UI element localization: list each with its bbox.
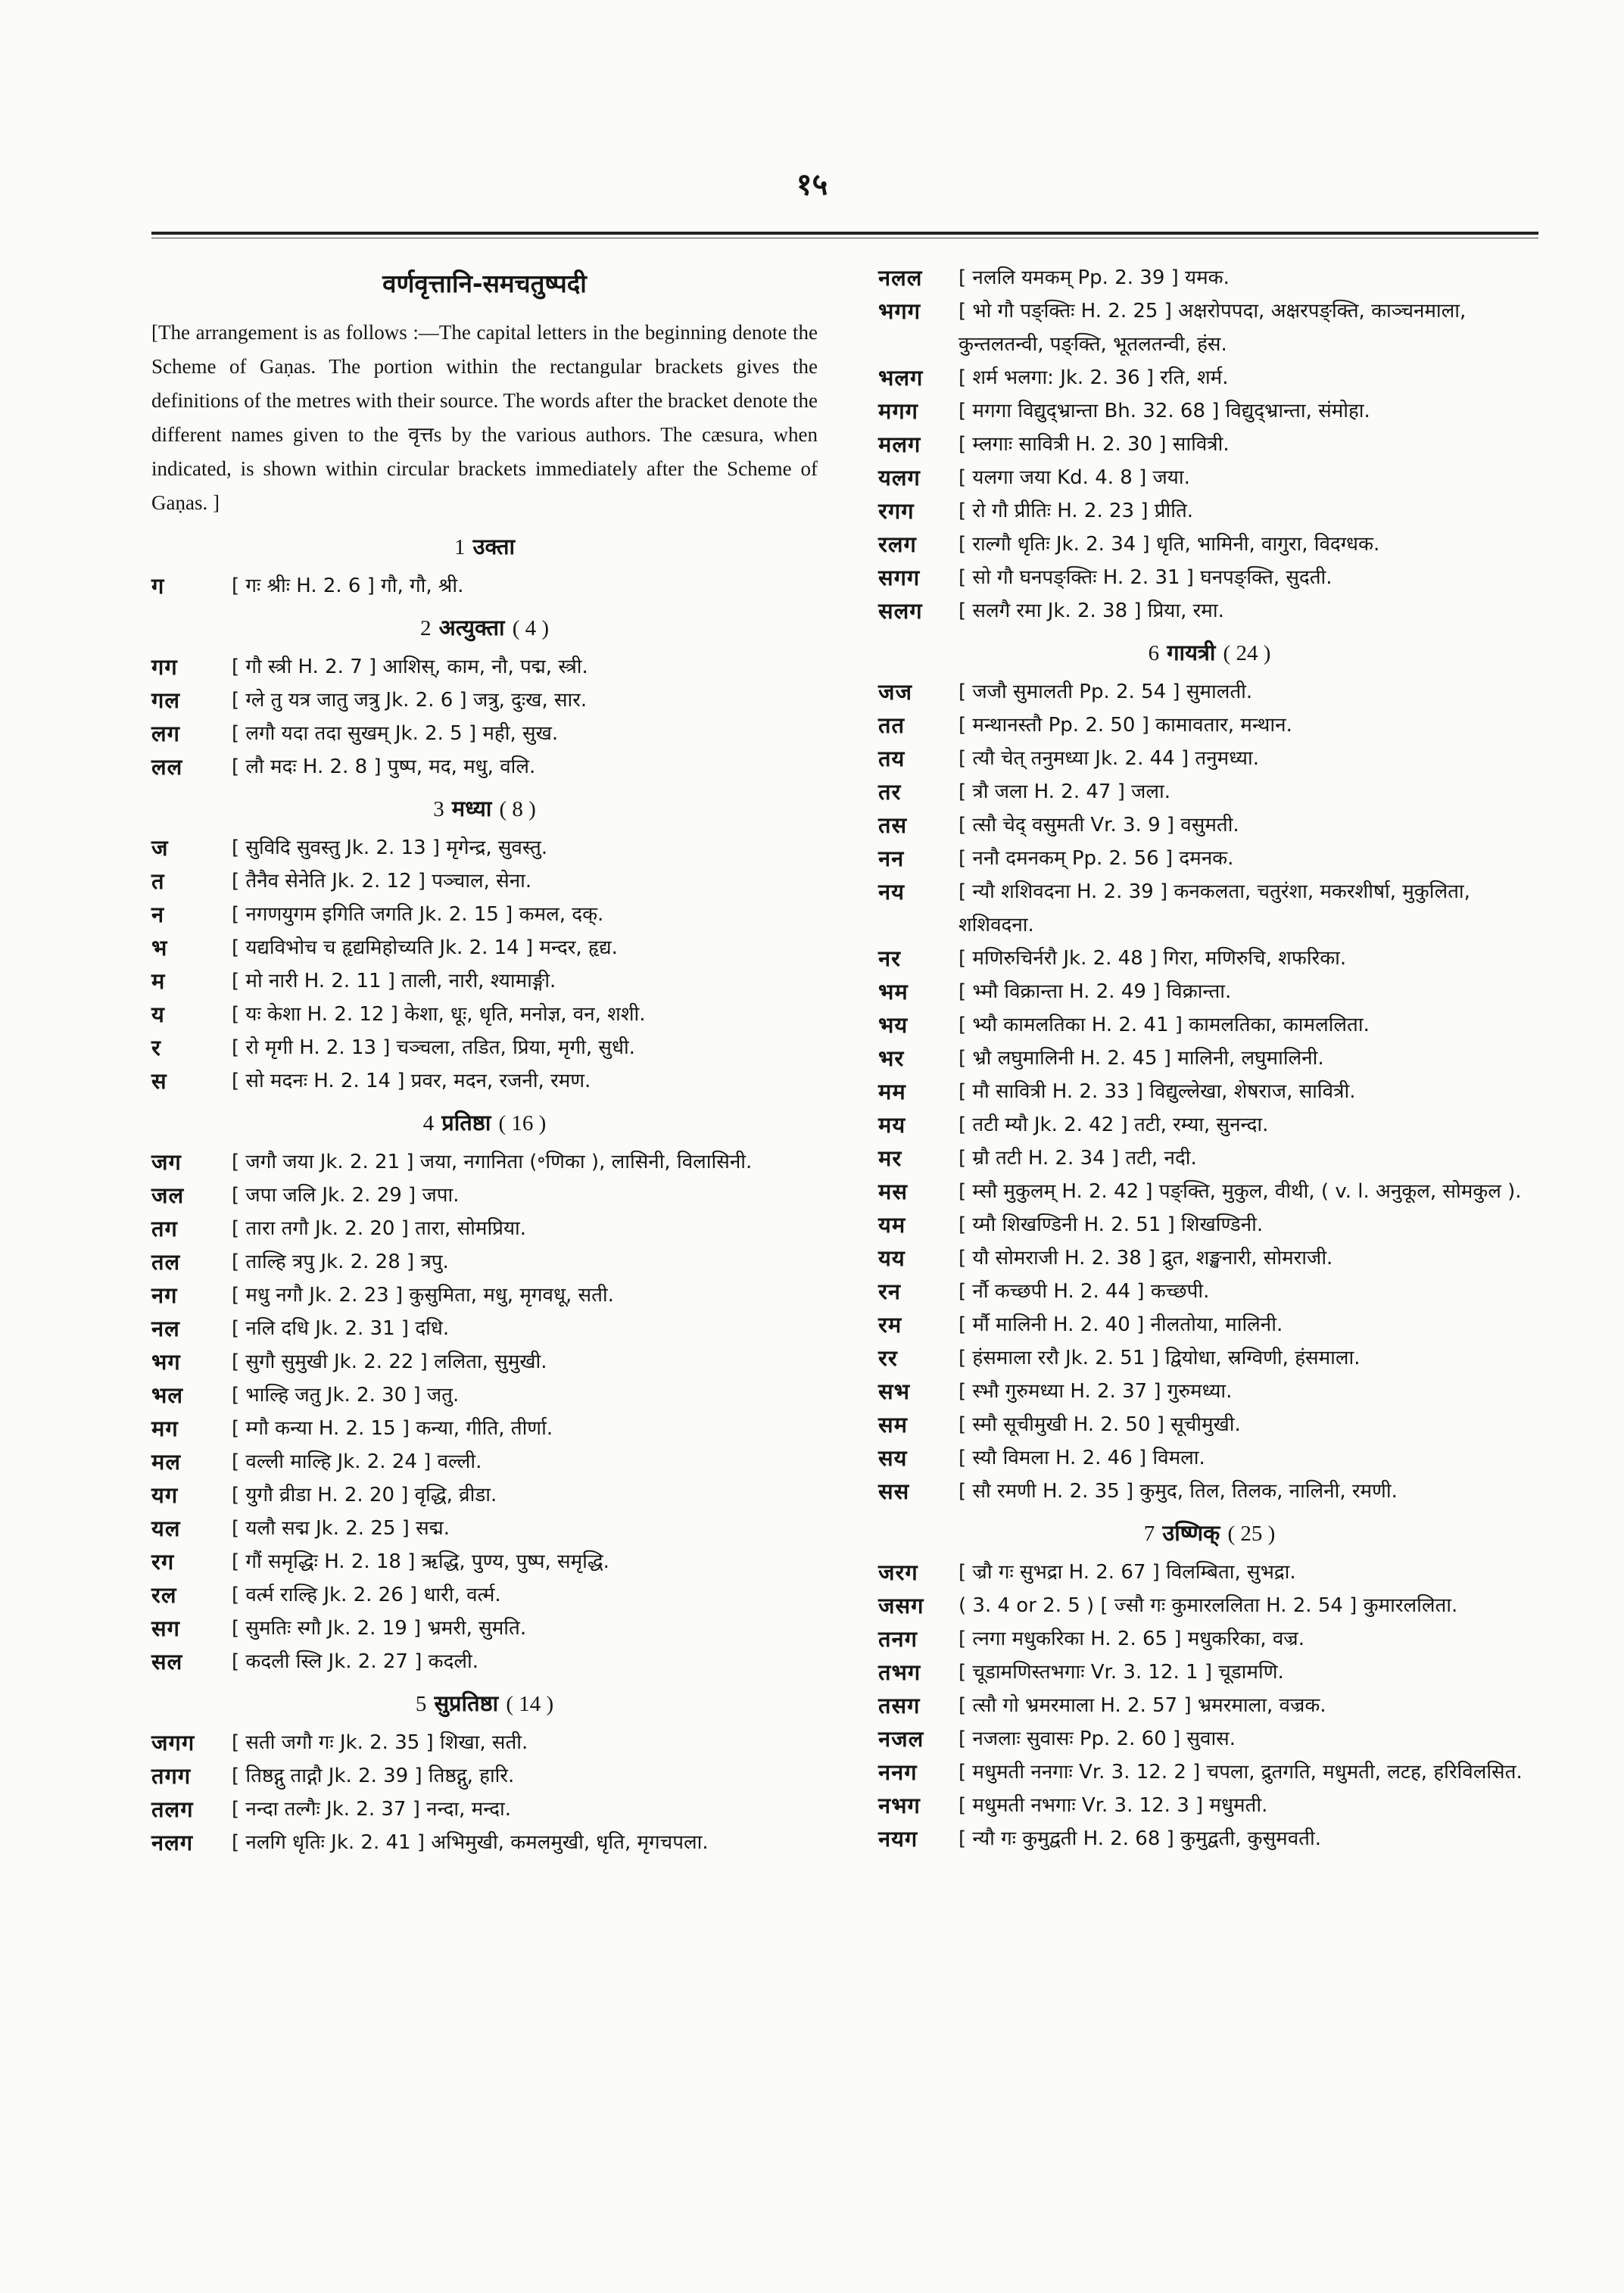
- metre-entry: [878, 1008, 1541, 1042]
- gana-scheme: नजल: [878, 1726, 924, 1752]
- section-name: उक्ता: [472, 534, 516, 559]
- metre-entry: [151, 1445, 818, 1478]
- metre-entry: [878, 1475, 1541, 1508]
- section-count: ( 8 ): [499, 797, 536, 821]
- header-rule: [151, 232, 1538, 235]
- gana-scheme: जरग: [878, 1559, 918, 1585]
- section-name: सुप्रतिष्ठा: [434, 1690, 499, 1716]
- metre-entry: [878, 675, 1541, 709]
- metre-definition: [ र्मौ मालिनी H. 2. 40 ] नीलतोया, मालिनी.: [959, 1313, 1283, 1336]
- metre-definition: [ त्नगा मधुकरिका H. 2. 65 ] मधुकरिका, वज्र.: [959, 1628, 1304, 1650]
- metre-definition: [ मो नारी H. 2. 11 ] ताली, नारी, श्यामाङ्गी.: [232, 970, 556, 992]
- gana-scheme: नन: [878, 846, 905, 871]
- gana-scheme: भर: [878, 1045, 905, 1071]
- metre-definition: [ म्लगाः सावित्री H. 2. 30 ] सावित्री.: [959, 433, 1230, 456]
- gana-scheme: भग: [151, 1349, 181, 1375]
- gana-scheme: नल: [151, 1316, 180, 1341]
- metre-entry: [151, 1759, 818, 1793]
- section-heading: [151, 531, 818, 563]
- metre-definition: [ मगगा विद्युद्भ्रान्ता Bh. 32. 68 ] विद्युद्भ्रान्ता, संमोहा.: [959, 400, 1370, 422]
- metre-definition: [ लौ मदः H. 2. 8 ] पुष्प, मद, मधु, वलि.: [232, 756, 536, 778]
- section-name: उष्णिक्: [1162, 1520, 1220, 1546]
- metre-definition: [ मणिरुचिर्नरौ Jk. 2. 48 ] गिरा, मणिरुचि, शफरिका.: [959, 947, 1347, 970]
- gana-scheme: ज: [151, 835, 169, 861]
- intro-paragraph: [The arrangement is as follows :—The capital letters in the beginning denote the Scheme of Gaṇas. The portion within the rectangular brackets gives the definitions of the metres with their source. The words after the bracket denote the different names given to the वृत्तs by the various authors. The cæsura, when indicated, is shown within circular brackets immediately after the Scheme of Gaṇas. ]: [151, 321, 818, 514]
- metre-definition: [ भो गौ पङ्क्तिः H. 2. 25 ] अक्षरोपपदा, अक्षरपङ्क्ति, काञ्चनमाला, कुन्तलतन्वी, पङ्क्ति, भूतलतन्वी, हंस.: [959, 300, 1467, 356]
- gana-scheme: जगग: [151, 1730, 195, 1756]
- gana-scheme: यल: [151, 1516, 181, 1541]
- metre-entry: [878, 1108, 1541, 1142]
- gana-scheme: सल: [151, 1649, 183, 1675]
- metre-definition: [ ग्ले तु यत्र जातु जत्रु Jk. 2. 6 ] जत्रु, दुःख, सार.: [232, 689, 588, 712]
- metre-entry: [151, 1245, 818, 1279]
- metre-entry: [878, 361, 1541, 394]
- gana-scheme: तग: [151, 1216, 178, 1242]
- gana-scheme: मस: [878, 1179, 908, 1204]
- metre-entry: [878, 1075, 1541, 1108]
- metre-definition: [ तारा तगौ Jk. 2. 20 ] तारा, सोमप्रिया.: [232, 1217, 527, 1240]
- metre-entry: [151, 569, 818, 603]
- metre-definition: [ ज्रौ गः सुभद्रा H. 2. 67 ] विलम्बिता, सुभद्रा.: [959, 1561, 1296, 1584]
- gana-scheme: नयग: [878, 1826, 918, 1852]
- gana-scheme: सभ: [878, 1379, 910, 1404]
- metre-entry: [878, 709, 1541, 742]
- gana-scheme: ननग: [878, 1759, 918, 1785]
- metre-definition: [ कदली स्लि Jk. 2. 27 ] कदली.: [232, 1650, 479, 1673]
- section-number: 1: [454, 535, 466, 559]
- gana-scheme: नलल: [878, 265, 923, 291]
- metre-definition: [ वर्त्म राल्हि Jk. 2. 26 ] धारी, वर्त्म.: [232, 1584, 501, 1606]
- metre-definition: [ जजौ सुमालती Pp. 2. 54 ] सुमालती.: [959, 681, 1253, 703]
- metre-entry: [151, 750, 818, 784]
- metre-entry: [878, 1175, 1541, 1208]
- metre-definition: [ भ्मौ विक्रान्ता H. 2. 49 ] विक्रान्ता.: [959, 980, 1232, 1003]
- metre-entry: [878, 394, 1541, 428]
- gana-scheme: मग: [151, 1416, 179, 1441]
- metre-definition: [ तैनैव सेनेति Jk. 2. 12 ] पञ्चाल, सेना.: [232, 870, 532, 893]
- metre-definition: [ भ्रौ लघुमालिनी H. 2. 45 ] मालिनी, लघुमालिनी.: [959, 1047, 1324, 1070]
- metre-definition: [ यलौ सद्म Jk. 2. 25 ] सद्म.: [232, 1517, 450, 1540]
- metre-entry: [151, 998, 818, 1031]
- metre-entry: [878, 1142, 1541, 1175]
- metre-entry: [878, 742, 1541, 775]
- metre-definition: [ र्नौ कच्छपी H. 2. 44 ] कच्छपी.: [959, 1280, 1210, 1303]
- metre-definition: ( 3. 4 or 2. 5 ) [ ज्सौ गः कुमारललिता H. 2. 54 ] कुमारललिता.: [959, 1594, 1458, 1617]
- gana-scheme: जसग: [878, 1593, 924, 1618]
- metre-definition: [ यद्यविभोच च हृद्यमिहोच्यति Jk. 2. 14 ] मन्दर, हृद्य.: [232, 936, 618, 959]
- metre-entry: [151, 1478, 818, 1512]
- metre-definition: [ नन्दा तल्गैः Jk. 2. 37 ] नन्दा, मन्दा.: [232, 1798, 512, 1821]
- section-number: 5: [415, 1692, 427, 1716]
- gana-scheme: रम: [878, 1312, 902, 1338]
- metre-entry: [151, 831, 818, 865]
- gana-scheme: लल: [151, 754, 183, 780]
- gana-scheme: य: [151, 1002, 165, 1027]
- gana-scheme: तलग: [151, 1796, 194, 1822]
- section-heading: [878, 637, 1541, 669]
- gana-scheme: ग: [151, 573, 165, 599]
- gana-scheme: त: [151, 868, 165, 894]
- right-column: [878, 261, 1541, 1855]
- gana-scheme: तल: [151, 1249, 181, 1275]
- section-heading: [878, 1517, 1541, 1550]
- gana-scheme: जल: [151, 1182, 185, 1208]
- gana-scheme: मल: [151, 1449, 182, 1475]
- metre-definition: [ चूडामणिस्तभगाः Vr. 3. 12. 1 ] चूडामणि.: [959, 1661, 1284, 1684]
- section-number: 7: [1143, 1522, 1155, 1546]
- metre-entry: [878, 428, 1541, 461]
- section-count: ( 24 ): [1223, 641, 1271, 665]
- metre-entry: [878, 1341, 1541, 1375]
- metre-entry: [151, 1312, 818, 1345]
- section-name: गायत्री: [1167, 640, 1216, 665]
- metre-definition: [ नगणयुगम इगिति जगति Jk. 2. 15 ] कमल, दक्.: [232, 903, 604, 926]
- gana-scheme: भय: [878, 1012, 909, 1038]
- gana-scheme: गल: [151, 687, 180, 713]
- gana-scheme: यय: [878, 1245, 906, 1271]
- metre-definition: [ तटी म्यौ Jk. 2. 42 ] तटी, रम्या, सुनन्दा.: [959, 1114, 1269, 1136]
- metre-section: [151, 612, 818, 784]
- gana-scheme: भम: [878, 979, 909, 1005]
- metre-entry: [878, 1756, 1541, 1789]
- gana-scheme: र: [151, 1035, 161, 1061]
- section-count: ( 25 ): [1227, 1522, 1276, 1546]
- gana-scheme: नलग: [151, 1830, 194, 1855]
- metre-definition: [ गौ स्त्री H. 2. 7 ] आशिस्, काम, नौ, पद्म, स्त्री.: [232, 656, 588, 678]
- gana-scheme: रलग: [878, 531, 917, 557]
- gana-scheme: तभग: [878, 1659, 921, 1685]
- metre-entry: [878, 1656, 1541, 1689]
- left-column: [151, 261, 818, 1859]
- gana-scheme: यग: [151, 1482, 179, 1508]
- metre-entry: [878, 1375, 1541, 1408]
- metre-definition: [ यौ सोमराजी H. 2. 38 ] द्रुत, शङ्खनारी, सोमराजी.: [959, 1247, 1333, 1270]
- metre-entry: [151, 1145, 818, 1179]
- metre-definition: [ य्मौ शिखण्डिनी H. 2. 51 ] शिखण्डिनी.: [959, 1213, 1264, 1236]
- section-count: ( 4 ): [512, 616, 550, 640]
- gana-scheme: नग: [151, 1282, 178, 1308]
- metre-entry: [878, 494, 1541, 528]
- metre-definition: [ जपा जलि Jk. 2. 29 ] जपा.: [232, 1184, 460, 1207]
- metre-definition: [ सुगौ सुमुखी Jk. 2. 22 ] ललिता, सुमुखी.: [232, 1351, 547, 1373]
- metre-definition: [ सो मदनः H. 2. 14 ] प्रवर, मदन, रजनी, रमण.: [232, 1070, 591, 1092]
- metre-definition: [ त्रौ जला H. 2. 47 ] जला.: [959, 780, 1171, 803]
- metre-definition: [ भाल्हि जतु Jk. 2. 30 ] जतु.: [232, 1384, 460, 1407]
- gana-scheme: सगग: [878, 565, 921, 590]
- metre-definition: [ रो मृगी H. 2. 13 ] चञ्चला, तडित, प्रिया, मृगी, सुधी.: [232, 1036, 635, 1059]
- metre-section: [151, 531, 818, 603]
- metre-entry: [878, 1622, 1541, 1656]
- metre-definition: [ त्यौ चेत् तनुमध्या Jk. 2. 44 ] तनुमध्या.: [959, 747, 1260, 770]
- metre-section: [151, 793, 818, 1098]
- metre-definition: [ लगौ यदा तदा सुखम् Jk. 2. 5 ] मही, सुख.: [232, 722, 559, 745]
- section-number: 6: [1148, 641, 1160, 665]
- section-heading: [151, 1687, 818, 1720]
- metre-entry: [878, 1408, 1541, 1441]
- metre-entry: [878, 1556, 1541, 1589]
- gana-scheme: तय: [878, 746, 906, 771]
- metre-definition: [ सौ रमणी H. 2. 35 ] कुमुद, तिल, तिलक, नालिनी, रमणी.: [959, 1480, 1398, 1503]
- metre-definition: [ गः श्रीः H. 2. 6 ] गौ, गौ, श्री.: [232, 575, 464, 597]
- section-heading: [151, 612, 818, 644]
- metre-definition: [ स्मौ सूचीमुखी H. 2. 50 ] सूचीमुखी.: [959, 1413, 1241, 1436]
- metre-definition: [ त्सौ गो भ्रमरमाला H. 2. 57 ] भ्रमरमाला, वज्रक.: [959, 1694, 1326, 1717]
- metre-definition: [ नजलाः सुवासः Pp. 2. 60 ] सुवास.: [959, 1728, 1236, 1750]
- metre-entry: [878, 1689, 1541, 1722]
- metre-entry: [151, 1545, 818, 1578]
- metre-entry: [878, 261, 1541, 294]
- gana-scheme: भगग: [878, 298, 921, 324]
- gana-scheme: तनग: [878, 1626, 918, 1652]
- metre-definition: [ नललि यमकम् Pp. 2. 39 ] यमक.: [959, 266, 1230, 289]
- gana-scheme: तस: [878, 812, 908, 838]
- metre-entry: [878, 1589, 1541, 1622]
- metre-definition: [ सुमतिः स्गौ Jk. 2. 19 ] भ्रमरी, सुमति.: [232, 1617, 527, 1640]
- gana-scheme: मर: [878, 1145, 902, 1171]
- metre-definition: [ नलि दधि Jk. 2. 31 ] दधि.: [232, 1317, 450, 1340]
- metre-section: [878, 637, 1541, 1508]
- metre-entry: [878, 561, 1541, 594]
- gana-scheme: सग: [151, 1615, 180, 1641]
- metre-entry: [878, 1822, 1541, 1855]
- section-number: 2: [419, 616, 432, 640]
- gana-scheme: नय: [878, 879, 905, 905]
- section-number: 3: [433, 797, 444, 821]
- metre-entry: [151, 1412, 818, 1445]
- metre-entry: [151, 684, 818, 717]
- metre-entry: [151, 717, 818, 750]
- gana-scheme: जग: [151, 1149, 182, 1175]
- gana-scheme: रग: [151, 1549, 175, 1575]
- metre-definition: [ मधु नगौ Jk. 2. 23 ] कुसुमिता, मधु, मृगवधू, सती.: [232, 1284, 614, 1307]
- metre-definition: [ भ्यौ कामलतिका H. 2. 41 ] कामलतिका, कामललिता.: [959, 1014, 1370, 1036]
- metre-entry: [151, 1826, 818, 1859]
- metre-entry: [151, 931, 818, 964]
- metre-entry: [878, 1441, 1541, 1475]
- page-title: वर्णवृत्तानि-समचतुष्पदी: [382, 269, 587, 298]
- metre-definition: [ मौ सावित्री H. 2. 33 ] विद्युल्लेखा, शेषराज, सावित्री.: [959, 1080, 1356, 1103]
- metre-definition: [ मधुमती नभगाः Vr. 3. 12. 3 ] मधुमती.: [959, 1794, 1268, 1817]
- gana-scheme: यम: [878, 1212, 906, 1238]
- gana-scheme: म: [151, 968, 166, 994]
- gana-scheme: भलग: [878, 365, 924, 391]
- gana-scheme: रल: [151, 1582, 177, 1608]
- metre-entry: [878, 1242, 1541, 1275]
- gana-scheme: न: [151, 902, 165, 927]
- gana-scheme: भल: [151, 1382, 184, 1408]
- gana-scheme: मय: [878, 1112, 906, 1138]
- section-name: अत्युक्ता: [438, 615, 505, 640]
- metre-entry: [151, 650, 818, 684]
- metre-entry: [151, 898, 818, 931]
- metre-entry: [878, 1042, 1541, 1075]
- metre-definition: [ मधुमती ननगाः Vr. 3. 12. 2 ] चपला, द्रुतगति, मधुमती, लटह, हरिविलसित.: [959, 1761, 1523, 1784]
- metre-entry: [878, 1308, 1541, 1341]
- metre-entry: [878, 1722, 1541, 1756]
- metre-entry: [878, 528, 1541, 561]
- metre-entry: [151, 1345, 818, 1379]
- metre-entry: [151, 1179, 818, 1212]
- metre-definition: [ ताल्हि त्रपु Jk. 2. 28 ] त्रपु.: [232, 1251, 449, 1273]
- metre-definition: [ स्यौ विमला H. 2. 46 ] विमला.: [959, 1447, 1205, 1469]
- gana-scheme: सय: [878, 1445, 908, 1471]
- gana-scheme: मम: [878, 1079, 906, 1104]
- section-number: 4: [422, 1111, 435, 1136]
- metre-definition: [ युगौ व्रीडा H. 2. 20 ] वृद्धि, व्रीडा.: [232, 1484, 497, 1506]
- metre-definition: [ म्रौ तटी H. 2. 34 ] तटी, नदी.: [959, 1147, 1197, 1170]
- metre-entry: [878, 808, 1541, 842]
- metre-entry: [151, 865, 818, 898]
- metre-section: [878, 261, 1541, 628]
- metre-definition: [ ननौ दमनकम् Pp. 2. 56 ] दमनक.: [959, 847, 1234, 870]
- metre-definition: [ जगौ जया Jk. 2. 21 ] जया, नगानिता (॰णिका ), लासिनी, विलासिनी.: [232, 1151, 753, 1173]
- metre-definition: [ राल्गौ धृतिः Jk. 2. 34 ] धृति, भामिनी, वागुरा, विदग्धक.: [959, 533, 1380, 556]
- metre-definition: [ मन्थानस्तौ Pp. 2. 50 ] कामावतार, मन्थान.: [959, 714, 1292, 737]
- section-heading: [151, 1107, 818, 1139]
- metre-definition: [ तिष्ठद्गु ताद्गौ Jk. 2. 39 ] तिष्ठद्गु, हारि.: [232, 1765, 515, 1787]
- gana-scheme: रर: [878, 1345, 898, 1371]
- metre-entry: [878, 1789, 1541, 1822]
- section-count: ( 14 ): [506, 1692, 554, 1716]
- metre-entry: [878, 1208, 1541, 1242]
- gana-scheme: रगग: [878, 498, 915, 524]
- metre-section: [151, 1687, 818, 1859]
- left-sections: [151, 531, 818, 1859]
- metre-entry: [151, 1212, 818, 1245]
- metre-entry: [878, 942, 1541, 975]
- metre-definition: [ शर्म भलगा: Jk. 2. 36 ] रति, शर्म.: [959, 366, 1229, 389]
- gana-scheme: नभग: [878, 1793, 921, 1818]
- metre-entry: [151, 1578, 818, 1612]
- metre-definition: [ हंसमाला ररौ Jk. 2. 51 ] द्वियोधा, स्रग्विणी, हंसमाला.: [959, 1347, 1361, 1369]
- metre-definition: [ म्सौ मुकुलम् H. 2. 42 ] पङ्क्ति, मुकुल, वीथी, ( v. l. अनुकूल, सोमकुल ).: [959, 1180, 1522, 1203]
- section-count: ( 16 ): [498, 1111, 547, 1136]
- gana-scheme: सलग: [878, 598, 923, 624]
- metre-entry: [878, 594, 1541, 628]
- gana-scheme: भ: [151, 935, 168, 961]
- metre-definition: [ वल्ली माल्हि Jk. 2. 24 ] वल्ली.: [232, 1450, 482, 1473]
- page-number: १५: [796, 167, 828, 202]
- metre-entry: [151, 1512, 818, 1545]
- metre-entry: [878, 875, 1541, 942]
- gana-scheme: मगग: [878, 398, 918, 424]
- gana-scheme: जज: [878, 679, 913, 705]
- metre-entry: [878, 775, 1541, 808]
- metre-definition: [ सुविदि सुवस्तु Jk. 2. 13 ] मृगेन्द्र, सुवस्तु.: [232, 837, 548, 859]
- metre-definition: [ सलगै रमा Jk. 2. 38 ] प्रिया, रमा.: [959, 600, 1224, 622]
- gana-scheme: तसग: [878, 1693, 921, 1718]
- section-heading: [151, 793, 818, 825]
- metre-section: [878, 1517, 1541, 1855]
- metre-entry: [151, 1793, 818, 1826]
- metre-definition: [ सती जगौ गः Jk. 2. 35 ] शिखा, सती.: [232, 1731, 528, 1754]
- metre-entry: [151, 964, 818, 998]
- metre-entry: [151, 1279, 818, 1312]
- gana-scheme: लग: [151, 721, 180, 746]
- metre-definition: [ म्गौ कन्या H. 2. 15 ] कन्या, गीति, तीर्णा.: [232, 1417, 553, 1440]
- metre-definition: [ रो गौ प्रीतिः H. 2. 23 ] प्रीति.: [959, 500, 1194, 522]
- gana-scheme: स: [151, 1068, 167, 1094]
- gana-scheme: तगग: [151, 1763, 192, 1789]
- metre-definition: [ न्यौ शशिवदना H. 2. 39 ] कनकलता, चतुरंशा, मकरशीर्षा, मुकुलिता, शशिवदना.: [959, 880, 1470, 936]
- metre-entry: [151, 1064, 818, 1098]
- section-name: मध्या: [451, 796, 492, 821]
- metre-definition: [ नलगि धृतिः Jk. 2. 41 ] अभिमुखी, कमलमुखी, धृति, मृगचपला.: [232, 1831, 709, 1854]
- metre-definition: [ यः केशा H. 2. 12 ] केशा, धूः, धृति, मनोज्ञ, वन, शशी.: [232, 1003, 646, 1026]
- metre-section: [151, 1107, 818, 1678]
- metre-entry: [151, 1379, 818, 1412]
- gana-scheme: मलग: [878, 431, 921, 457]
- metre-entry: [878, 294, 1541, 361]
- metre-entry: [151, 1031, 818, 1064]
- section-name: प्रतिष्ठा: [441, 1110, 491, 1136]
- metre-definition: [ गौं समृद्धिः H. 2. 18 ] ऋद्धि, पुण्य, पुष्प, समृद्धि.: [232, 1550, 609, 1573]
- metre-entry: [878, 1275, 1541, 1308]
- metre-definition: [ त्सौ चेद् वसुमती Vr. 3. 9 ] वसुमती.: [959, 814, 1239, 837]
- metre-entry: [878, 461, 1541, 494]
- metre-entry: [151, 1645, 818, 1678]
- gana-scheme: सस: [878, 1478, 910, 1504]
- metre-definition: [ यलगा जया Kd. 4. 8 ] जया.: [959, 466, 1190, 489]
- gana-scheme: नर: [878, 946, 901, 971]
- metre-definition: [ सो गौ घनपङ्क्तिः H. 2. 31 ] घनपङ्क्ति, सुदती.: [959, 566, 1333, 589]
- gana-scheme: गग: [151, 654, 178, 680]
- gana-scheme: रन: [878, 1279, 901, 1304]
- gana-scheme: यलग: [878, 465, 921, 491]
- gana-scheme: तत: [878, 712, 906, 738]
- metre-entry: [151, 1612, 818, 1645]
- metre-entry: [878, 975, 1541, 1008]
- right-sections: [878, 261, 1541, 1855]
- metre-entry: [151, 1726, 818, 1759]
- gana-scheme: सम: [878, 1412, 908, 1438]
- metre-definition: [ न्यौ गः कुमुद्वती H. 2. 68 ] कुमुद्वती, कुसुमवती.: [959, 1827, 1321, 1850]
- metre-entry: [878, 842, 1541, 875]
- metre-definition: [ स्भौ गुरुमध्या H. 2. 37 ] गुरुमध्या.: [959, 1380, 1233, 1403]
- gana-scheme: तर: [878, 779, 902, 805]
